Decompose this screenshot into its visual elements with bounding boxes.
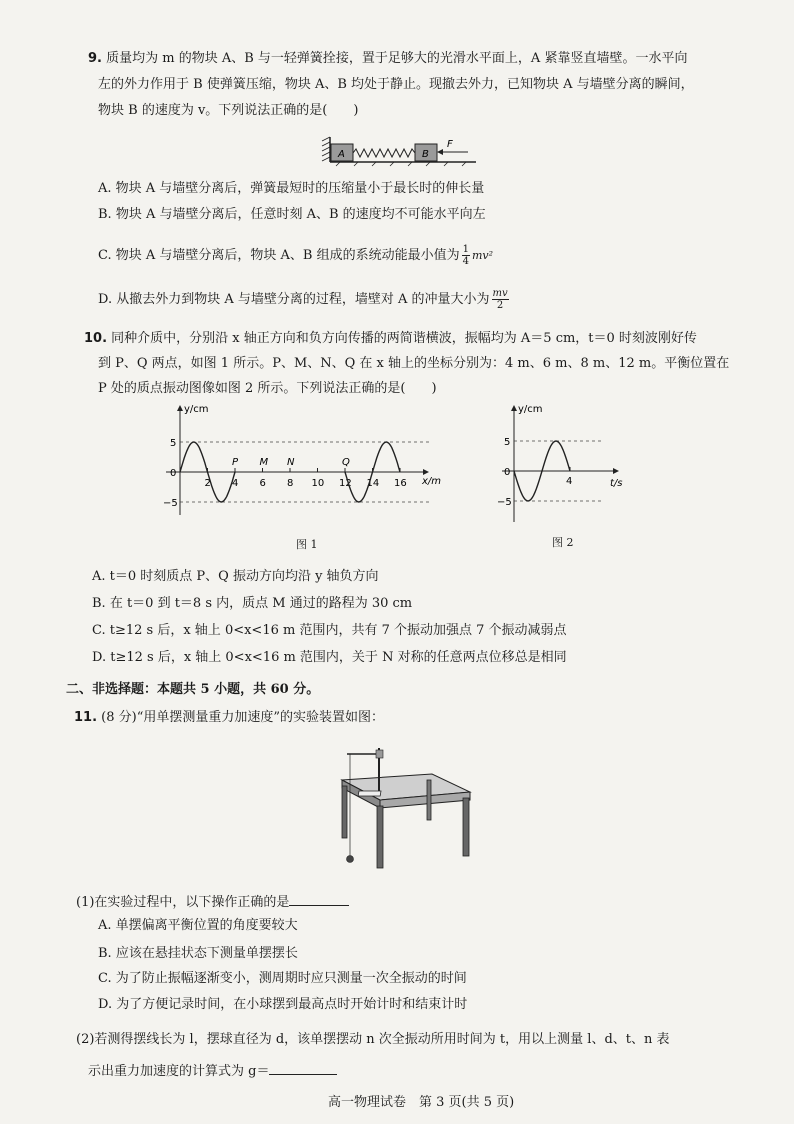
fig1-ylabel: y/cm [184, 404, 209, 415]
q10-figure-2 [494, 400, 644, 530]
fig1-xtick-label: 6 [259, 478, 266, 489]
q11-part1: (1)在实验过程中，以下操作正确的是 [76, 891, 349, 912]
fig1-ytick-neg5: −5 [163, 498, 178, 509]
q9-option-d: D. 从撤去外力到物块 A 与墙壁分离的过程，墙壁对 A 的冲量大小为 $\frac{mv}{2}$ [98, 288, 508, 311]
fig1-xtick-label: 16 [394, 478, 407, 489]
q9-option-c: C. 物块 A 与墙壁分离后，物块 A、B 组成的系统动能最小值为 $\frac{1}{4}$ mv² [98, 244, 494, 267]
q10-option-a: A. t＝0 时刻质点 P、Q 振动方向均沿 y 轴负方向 [92, 569, 379, 584]
q11-option-a: A. 单摆偏离平衡位置的角度要较大 [98, 918, 298, 933]
q10-option-d: D. t≥12 s 后，x 轴上 0<x<16 m 范围内，关于 N 对称的任意两点位移总是相同 [92, 650, 567, 665]
q9-d-fraction: $\frac{mv}{2}$ [492, 288, 508, 311]
fig1-caption: 图 1 [296, 538, 318, 551]
q10-option-b: B. 在 t＝0 到 t＝8 s 内，质点 M 通过的路程为 30 cm [92, 596, 413, 611]
q10-number: 10. [84, 331, 108, 346]
fig2-ytick-neg5: −5 [497, 497, 512, 508]
q9-number: 9. [88, 51, 102, 66]
q9-stem-line1: 9. 质量均为 m 的物块 A、B 与一轻弹簧拴接，置于足够大的光滑水平面上，A 紧靠竖直墙壁。一水平向 [88, 51, 688, 66]
q10-stem-line1: 10. 同种介质中，分别沿 x 轴正方向和负方向传播的两简谐横波，振幅均为 A＝5 cm，t＝0 时刻波刚好传 [84, 331, 697, 346]
fig1-ytick-5: 5 [170, 438, 177, 449]
q11-option-d: D. 为了方便记录时间，在小球摆到最高点时开始计时和结束计时 [98, 997, 468, 1012]
fig1-point-m: M [259, 457, 269, 468]
fig1-xticks [205, 468, 407, 489]
fig2-ylabel: y/cm [518, 404, 543, 415]
fig1-ytick-0: 0 [170, 468, 177, 479]
section-2-heading: 二、非选择题：本题共 5 小题，共 60 分。 [66, 682, 320, 697]
q9-option-b: B. 物块 A 与墙壁分离后，任意时刻 A、B 的速度均不可能水平向左 [98, 207, 486, 222]
q9-option-a: A. 物块 A 与墙壁分离后，弹簧最短时的压缩量小于最长时的伸长量 [98, 181, 485, 196]
force-label: F [447, 139, 453, 150]
fig1-point-n: N [287, 457, 295, 468]
fig1-xtick-label: 8 [287, 478, 294, 489]
fig2-ytick-0: 0 [504, 467, 511, 478]
fig1-point-q: Q [342, 457, 350, 468]
fig2-caption: 图 2 [552, 536, 574, 549]
q11-option-c: C. 为了防止振幅逐渐变小，测周期时应只测量一次全振动的时间 [98, 971, 467, 986]
fig1-xtick-label: 2 [204, 478, 211, 489]
q10-stem-line3: P 处的质点振动图像如图 2 所示。下列说法正确的是( ) [98, 381, 437, 396]
q10-figure-1 [160, 400, 460, 550]
fig1-point-p: P [232, 457, 239, 468]
fig1-xlabel: x/m [422, 476, 442, 487]
q9-spring-figure [318, 133, 488, 169]
fig1-xtick-label: 12 [339, 478, 352, 489]
q11-part1-answer-blank[interactable] [289, 891, 349, 906]
fig1-xtick-label: 10 [311, 478, 325, 489]
pendulum-apparatus-figure [322, 740, 482, 872]
q11-part2-line1: (2)若测得摆线长为 l，摆球直径为 d，该单摆摆动 n 次全振动所用时间为 t，用以上测量 l、d、t、n 表 [76, 1032, 670, 1047]
fig1-point-labels [232, 457, 350, 468]
q9-stem-line2: 左的外力作用于 B 使弹簧压缩，物块 A、B 均处于静止。现撤去外力，已知物块 A 与墙壁分离的瞬间， [98, 77, 694, 92]
q9-c-fraction: $\frac{1}{4}$ [462, 244, 469, 267]
fig2-ytick-5: 5 [504, 437, 511, 448]
page-footer: 高一物理试卷 第 3 页(共 5 页) [328, 1095, 515, 1110]
block-a-label: A [338, 149, 345, 160]
q9-stem-line3: 物块 B 的速度为 v。下列说法正确的是( ) [98, 103, 359, 118]
fig2-xtick-4: 4 [566, 476, 573, 487]
fig1-xtick-label: 14 [366, 478, 380, 489]
q10-option-c: C. t≥12 s 后，x 轴上 0<x<16 m 范围内，共有 7 个振动加强点 7 个振动减弱点 [92, 623, 567, 638]
q10-stem-line2: 到 P、Q 两点，如图 1 所示。P、M、N、Q 在 x 轴上的坐标分别为：4 m、6 m、8 m、12 m。平衡位置在 [98, 356, 730, 371]
fig2-xlabel: t/s [610, 478, 623, 489]
q11-intro: 11. (8 分)“用单摆测量重力加速度”的实验装置如图： [74, 710, 385, 725]
block-b-label: B [422, 149, 429, 160]
spring [353, 149, 415, 157]
q11-part2-answer-blank[interactable] [269, 1060, 337, 1075]
q11-part2-line2: 示出重力加速度的计算式为 g＝ [88, 1060, 337, 1081]
q11-number: 11. [74, 710, 98, 725]
fig1-xtick-label: 4 [232, 478, 239, 489]
q11-option-b: B. 应该在悬挂状态下测量单摆摆长 [98, 946, 298, 961]
